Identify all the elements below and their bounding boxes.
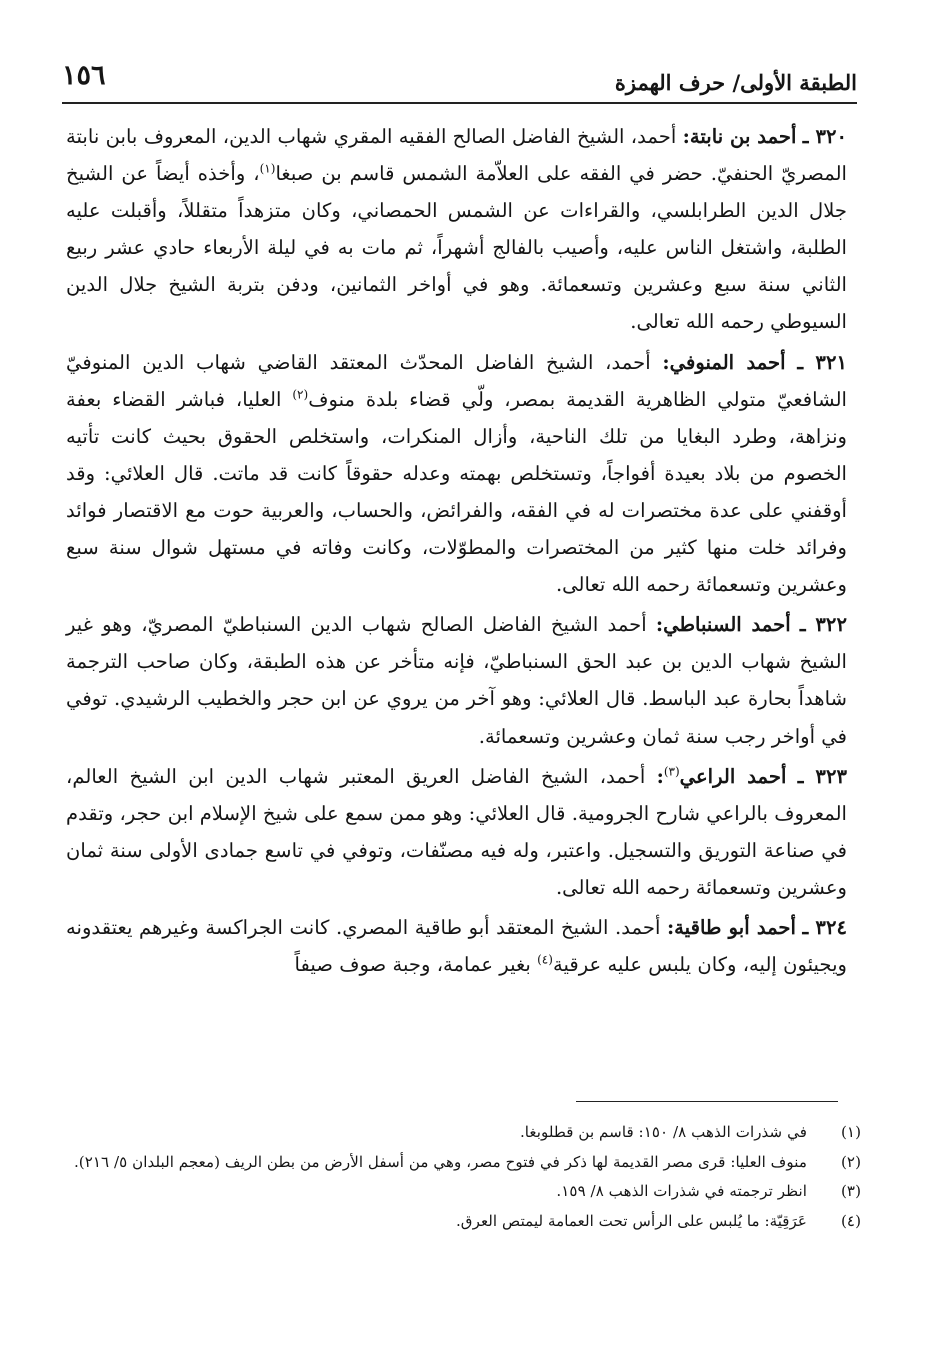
header-title: الطبقة الأولى/ حرف الهمزة [614, 70, 857, 95]
running-header [62, 58, 857, 98]
entry-name: أحمد المنوفي: [662, 350, 786, 374]
entry-name: أحمد الراعي [679, 764, 787, 788]
entry-text: ، وأخذه أيضاً عن الشيخ جلال الدين الطرابلسي، والقراءات عن الشمس الحمصاني، وكان متزهداً متقللاً، وأقبلت عليه الطلبة، واشتغل الناس عليه، وأصيب بالفالج أشهراً، ثم مات به في ليلة الأربعاء حادي عشر ربيع الثاني سنة سبع وعشرين وتسعمائة. وهو في أواخر الثمانين، ودفن بتربة الشيخ جلال الدين السيوطي رحمه الله تعالى. [66, 162, 847, 334]
entry-text: أحمد، الشيخ الفاضل العريق المعتبر شهاب الدين ابن الشيخ العالم، المعروف بالراعي شارح الجرومية. قال العلائي: وهو ممن سمع على شيخ الإسلام ابن حجر، وتقدم في صناعة التوريق والتسجيل. واعتبر، وله فيه مصنّفات، وتوفي في تاسع جمادى الأولى سنة ثمان وعشرين وتسعمائة رحمه الله تعالى. [66, 764, 847, 899]
biography-entry-322 [66, 606, 847, 754]
entry-text: أحمد الشيخ الفاضل الصالح شهاب الدين السنباطيّ المصريّ، وهو غير الشيخ شهاب الدين بن عبد الحق السنباطيّ، فإنه متأخر عن هذه الطبقة، وكان صاحب الترجمة شاهداً بحارة عبد الباسط. قال العلائي: وهو آخر من يروي عن ابن حجر والخطيب الرشيدي. توفي في أواخر رجب سنة ثمان وعشرين وتسعمائة. [66, 613, 847, 748]
entry-text: أحمد، الشيخ الفاضل الصالح الفقيه المقري شهاب الدين، المعروف بابن نابتة المصريّ الحنفيّ. حضر في الفقه على العلاّمة الشمس قاسم بن صبغا [66, 125, 847, 186]
footnote-rule [576, 1101, 838, 1102]
entry-number: ٣٢١ ـ [797, 350, 847, 374]
footnote-text: في شذرات الذهب ٨/ ١٥٠: قاسم بن قطلوبغا. [519, 1123, 807, 1141]
entry-name: أحمد السنباطي: [655, 613, 791, 637]
entry-number: ٣٢٠ ـ [802, 125, 848, 148]
footnote-1 [66, 1118, 861, 1148]
entry-name: أحمد أبو طاقية: [666, 915, 796, 939]
footnote-number: (٣) [840, 1182, 861, 1200]
footnotes [66, 1118, 861, 1236]
footnote-text: انظر ترجمته في شذرات الذهب ٨/ ١٥٩. [556, 1182, 807, 1200]
entry-number: ٣٢٢ ـ [799, 613, 847, 637]
entry-text: العليا، فباشر القضاء بعفة ونزاهة، وطرد البغايا من تلك الناحية، وأزال المنكرات، واستخلص الحقوق بحيث كانت تأتيه الخصوم من بلاد بعيدة أفواجاً، وتستخلص بهمته وعدله حقوقاً كانت قد ماتت. قال العلائي: وقد أوقفني على عدة مختصرات له في الفقه، والفرائض، والحساب، والعربية حوت مع الاقتصار فوائد وفرائد خلت منها كثير من المختصرات والمطوّلات، وكانت وفاته في مستهل شوال سنة سبع وعشرين وتسعمائة رحمه الله تعالى. [66, 387, 847, 597]
footnote-number: (٤) [840, 1211, 861, 1230]
footnote-ref: (٢) [292, 387, 309, 402]
main-text [66, 118, 847, 986]
biography-entry-323 [66, 758, 847, 906]
footnote-number: (١) [840, 1123, 861, 1141]
entry-name-colon: : [656, 764, 664, 788]
footnote-4 [66, 1207, 861, 1237]
footnote-3 [66, 1177, 861, 1207]
biography-entry-320 [66, 118, 847, 341]
footnote-ref: (٣) [663, 764, 680, 779]
footnote-text: عَرَقِيّة: ما يُلبس على الرأس تحت العمامة ليمتص العرق. [455, 1211, 807, 1230]
entry-text: أحمد، الشيخ الفاضل المحدّث المعتقد القاضي شهاب الدين المنوفيّ الشافعيّ متولي الظاهرية القديمة بمصر، ولّي قضاء بلدة منوف [66, 350, 848, 411]
biography-entry-324 [66, 909, 847, 983]
footnote-number: (٢) [840, 1152, 861, 1171]
header-rule [62, 102, 857, 104]
entry-text: بغير عمامة، وجبة صوف صيفاً [294, 953, 538, 977]
footnote-ref: (١) [259, 161, 276, 176]
page-number: ١٥٦ [62, 60, 106, 91]
footnote-text: منوف العليا: قرى مصر القديمة لها ذكر في فتوح مصر، وهي من أسفل الأرض من بطن الريف (معجم البلدان ٥/ ٢١٦). [73, 1152, 807, 1171]
entry-name: أحمد بن نابتة: [682, 125, 797, 148]
entry-text: أحمد. الشيخ المعتقد أبو طاقية المصري. كانت الجراكسة وغيرهم يعتقدونه ويجيئون إليه، وكان يلبس عليه عرقية [66, 915, 847, 977]
footnote-ref: (٤) [537, 952, 553, 967]
biography-entry-321 [66, 344, 847, 604]
entry-number: ٣٢٤ ـ [802, 915, 847, 939]
footnote-2 [66, 1148, 861, 1178]
entry-number: ٣٢٣ ـ [797, 764, 847, 788]
